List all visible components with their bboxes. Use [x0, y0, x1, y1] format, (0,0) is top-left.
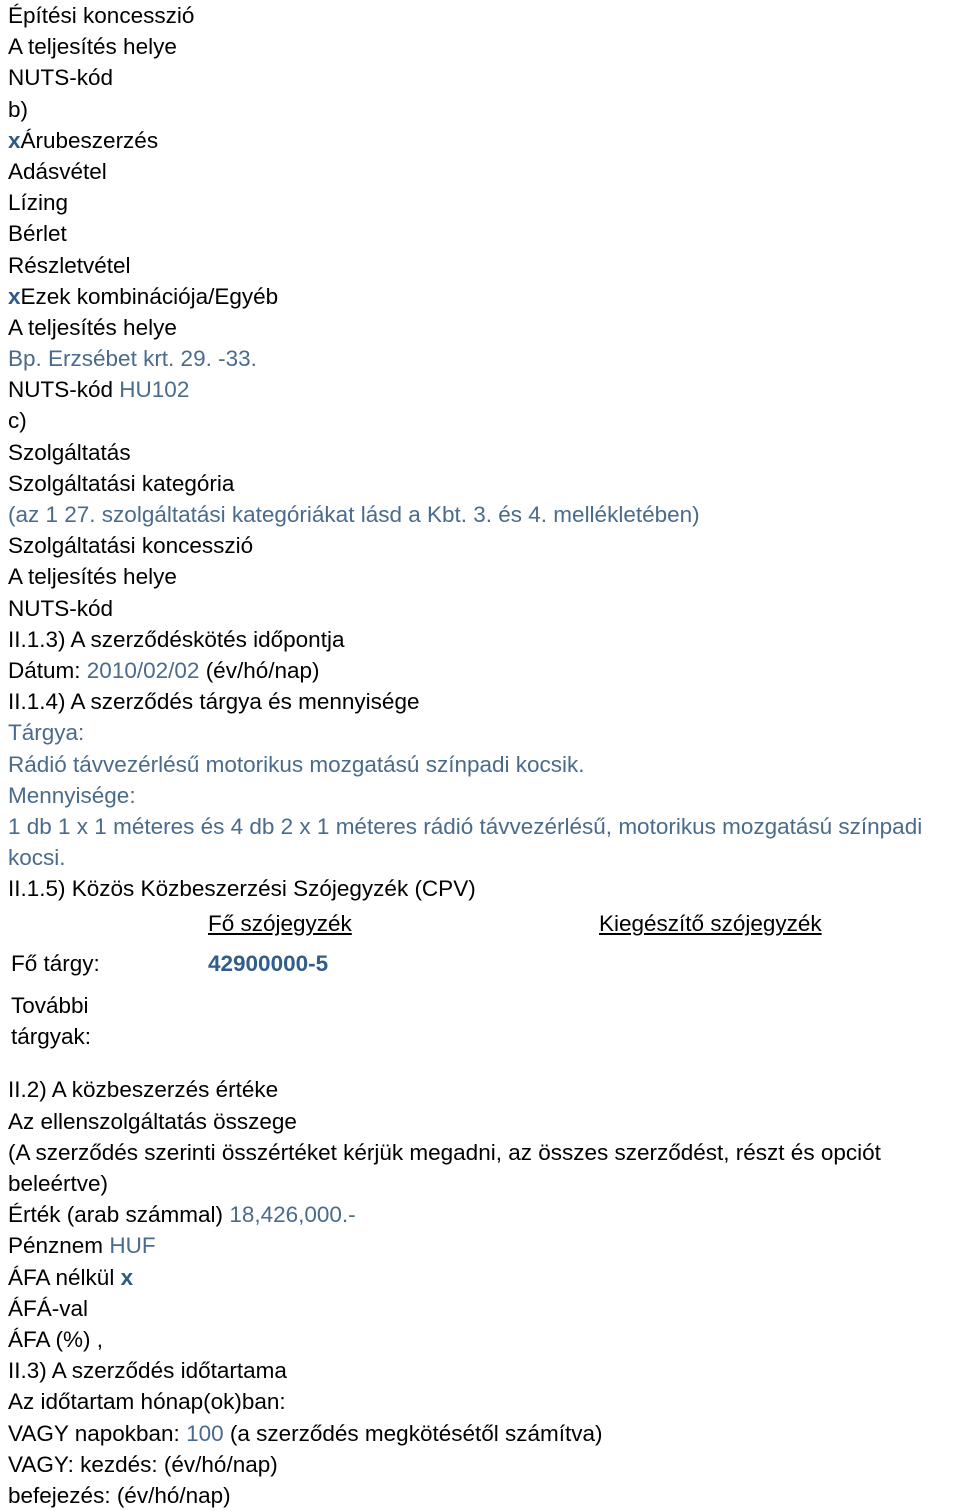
no-vat-checkmark: x — [120, 1264, 134, 1290]
cpv-additional-objects-label: További tárgyak: — [11, 993, 92, 1050]
cpv-heading: II.1.5) Közös Közbeszerzési Szójegyzék (CPV) — [8, 876, 476, 902]
service-concession-label: Szolgáltatási koncesszió — [8, 533, 254, 559]
no-vat-line — [8, 1262, 960, 1293]
cpv-supplementary-vocabulary-header: Kiegészítő szójegyzék — [599, 911, 822, 937]
duration-days-label: VAGY napokban: — [8, 1420, 180, 1446]
service-place-label: A teljesítés helye — [8, 564, 177, 590]
supply-place-label: A teljesítés helye — [8, 314, 177, 340]
duration-end-label: befejezés: (év/hó/nap) — [8, 1482, 231, 1508]
contract-date-line — [8, 655, 960, 686]
currency-line — [8, 1230, 960, 1261]
quantity-label: Mennyisége: — [8, 782, 136, 808]
currency-value: HUF — [109, 1233, 156, 1259]
service-title: Szolgáltatás — [8, 439, 131, 465]
supply-place-value: Bp. Erzsébet krt. 29. -33. — [8, 346, 257, 372]
cpv-main-object-code: 42900000-5 — [208, 951, 329, 977]
supply-nuts-value: HU102 — [119, 377, 190, 403]
section-c-letter: c) — [8, 408, 27, 434]
supply-type-leasing: Lízing — [8, 190, 69, 216]
duration-heading: II.3) A szerződés időtartama — [8, 1358, 287, 1384]
subject-label: Tárgya: — [8, 720, 85, 746]
no-vat-label: ÁFA nélkül — [8, 1264, 115, 1290]
value-label: Érték (arab számmal) — [8, 1202, 224, 1228]
cpv-main-object-label: Fő tárgy: — [11, 951, 100, 977]
value-amount-label: Az ellenszolgáltatás összege — [8, 1108, 297, 1134]
supply-type-hire-purchase: Részletvétel — [8, 252, 131, 278]
quantity-value: 1 db 1 x 1 méteres és 4 db 2 x 1 méteres rádió távvezérlésű, motorikus mozgatású színpadi kocsi. — [8, 813, 923, 871]
combination-label: Ezek kombinációja/Egyéb — [20, 283, 279, 309]
duration-months-label: Az időtartam hónap(ok)ban: — [8, 1389, 286, 1415]
supply-nuts-label: NUTS-kód — [8, 377, 114, 403]
value-heading: II.2) A közbeszerzés értéke — [8, 1077, 279, 1103]
duration-start-label: VAGY: kezdés: (év/hó/nap) — [8, 1451, 278, 1477]
date-value: 2010/02/02 — [86, 657, 200, 683]
currency-label: Pénznem — [8, 1233, 104, 1259]
construction-concession-line: Építési koncesszió — [8, 3, 195, 28]
combination-checkmark: x — [8, 283, 21, 309]
date-label: Dátum: — [8, 657, 81, 683]
duration-days-line — [8, 1418, 960, 1449]
supply-combination-line — [8, 281, 960, 312]
vat-percent-label: ÁFA (%) , — [8, 1327, 104, 1352]
service-category-label: Szolgáltatási kategória — [8, 470, 235, 496]
document-body — [8, 0, 960, 1511]
duration-days-note: (a szerződés megkötésétől számítva) — [229, 1420, 603, 1446]
supply-type-rental: Bérlet — [8, 221, 67, 247]
value-amount: 18,426,000.- — [229, 1202, 356, 1228]
nuts-code-label: NUTS-kód — [8, 65, 114, 91]
subject-heading: II.1.4) A szerződés tárgya és mennyisége — [8, 689, 420, 715]
service-nuts-label: NUTS-kód — [8, 595, 114, 621]
cpv-main-vocabulary-header: Fő szójegyzék — [208, 911, 352, 937]
supply-line — [8, 125, 960, 156]
value-line — [8, 1199, 960, 1230]
supply-label: Árubeszerzés — [20, 127, 159, 153]
duration-days-value: 100 — [186, 1420, 224, 1446]
value-amount-note: (A szerződés szerinti összértéket kérjük megadni, az összes szerződést, részt és opciót beleértve) — [8, 1139, 881, 1197]
supply-checkmark: x — [8, 127, 21, 153]
place-of-performance-label: A teljesítés helye — [8, 34, 177, 60]
section-b-letter: b) — [8, 96, 29, 122]
supply-nuts-line — [8, 374, 960, 405]
supply-type-purchase: Adásvétel — [8, 158, 107, 184]
service-category-note: (az 1 27. szolgáltatási kategóriákat lásd a Kbt. 3. és 4. mellékletében) — [8, 502, 700, 527]
cpv-table — [8, 904, 960, 1074]
subject-value: Rádió távvezérlésű motorikus mozgatású színpadi kocsik. — [8, 751, 585, 777]
with-vat-label: ÁFÁ-val — [8, 1295, 89, 1321]
date-format: (év/hó/nap) — [205, 657, 320, 683]
contract-date-heading: II.1.3) A szerződéskötés időpontja — [8, 626, 345, 652]
